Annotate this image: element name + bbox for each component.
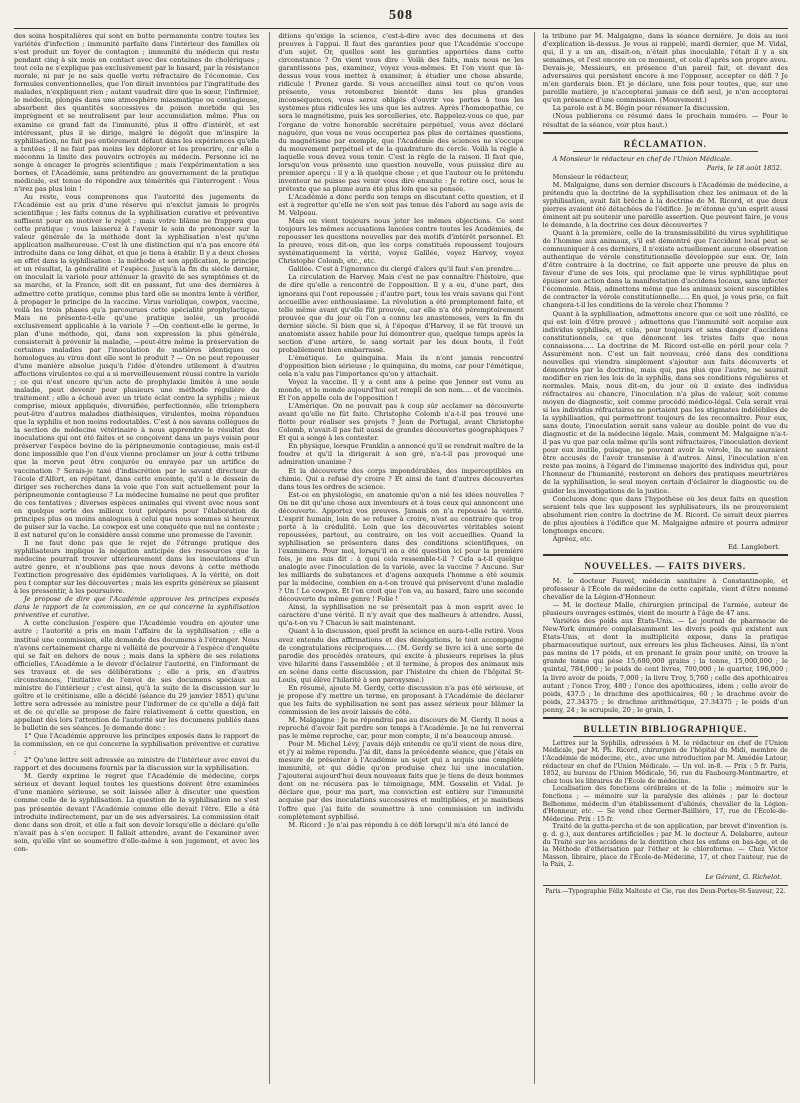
paragraph: Pour M. Michel Lévy, j'avais déjà entendu ce qu'il vient de nous dire, et j'y ai même répondu. J'ai dit, dans la précédente séance, que j'étais en mesure de présenter à l'Académie un sujet qui a acquis une complète immunité, et qui dédie qu'on produise chez lui une inoculation. J'ajouterai aujourd'hui deux nouveaux faits que je tiens de deux hommes dont on ne récusera pas le témoignage, MM. Gosselin et Vidal. Je déclare que, pour ma part, ma conviction est entière sur l'immunité acquise par des inoculations successives et multipliées, et je maintiens l'offre que j'ai faite de soumettre à une commission un individu complètement syphilisé. [278, 740, 524, 821]
paragraph: des soins hospitalières qui sont en butte permanente contre toutes les variétés d'infection ; immunité parfaite dans l'intérieur des familles où s'est produit un foyer de contagion ; immunité du médecin qui reste pendant cinq à six mois en contact avec des centaines de cholériques ; tout cela ne s'explique pas exclusivement par le hasard, par la résistance morale, ni par je ne sais quelle vertu réfractaire de l'économie. Ces formules conventionnelles, que l'on dirait inventées par l'ingratitude des malades, n'expliquent rien ; autant vaudrait dire que la sœur, l'infirmier, le médecin, plongés dans une atmosphère miasmatique ou contagieuse, absorbent des quantités successives de poison morbide qui les imprègnent et se neutralisent par leur accumulation même. Plus on examine ce grand fait de l'immunité, plus il offre d'intérêt, et est intéressant, plus il se dirige, malgré le dégoût que m'inspire la syphilisation, ne fait pas entièrement défaut dans les expériences qu'elle a tentées ; il ne faut pas moins les déplorer et les proscrire, car elle a méconnu la limite des pouvoirs octroyés au médecin. Personne ici ne songe à encager le progrès scientifique ; mais l'expérimentation a ses bornes, et l'Académie, sans prétendre au gouvernement de la pratique médicale, est tenue de répondre aux témérités qui l'interrogent : Vous n'irez pas plus loin ! [14, 32, 260, 193]
section-title-reclamation: RÉCLAMATION. [623, 138, 707, 149]
paragraph: Voyez la vaccine. Il y a cent ans à peine que Jenner est venu au monde, et le monde aujourd'hui est rempli de son nom.... et de vaccinés. Et l'on appelle cela de l'opposition ! [278, 378, 524, 403]
bibliography-entry: Localisation des fonctions cérébrales et de la folie ; mémoire sur le fonctions ; — mémoire sur la paralysie des aliénés ; par le docteur Belhomme, médecin d'un établissement d'aliénés, chevalier de la Légion-d'Honneur, etc. — Se vend chez Germer-Baillière, 17, rue de l'École-de-Médecine. Prix : 15 fr. [542, 785, 788, 823]
short-rule [573, 736, 758, 737]
paragraph: A cette conclusion j'espère que l'Académie voudra en ajouter une autre ; l'autorité a pris en main l'affaire de la syphilisation ; elle a institué une commission, elle demande des documens à l'étranger. Nous n'avons certainement charge ni velléité de pourvoir à l'espèce d'enquête qui se fait en dehors de nous ; mais dans la sphère de ses relations officielles, l'Académie a le devoir d'éclairer l'autorité, en l'informant de ses travaux et de ses délibérations ; elle a pris, en d'autres circonstances, l'initiative de l'envoi de ses documens spéciaux au ministre de l'intérieur ; c'est ainsi, qu'à la suite de la discussion sur le goître et le crétinisme, elle a décidé (séance du 29 janvier 1851) qu'une lettre sera adressée au ministre pour l'informer de ce qu'elle a déjà fait et de ce qu'elle se propose de faire relativement à cette question, en appelant dès lors l'attention de l'autorité sur les documens publiés dans le bulletin de ses séances. Je demande donc : [14, 619, 260, 733]
paragraph: Quant à la syphilisation, admettons encore que ce soit une réalité, ce qui est loin d'être prouvé ; admettons que l'immunité soit acquise aux individus syphilisés, et cela, pour toujours et sans danger d'accidens constitutionnels, ce que dénoncent les tristes faits que nous connaissons..... La doctrine de M. Ricord est-elle en péril pour cela ? Assurément non. C'est un fait nouveau, créé dans des conditions nouvelles qui viendra simplement s'ajouter aux faits découverts et démontrés par la doctrine, mais qui, pas plus que l'autre, ne saurait modifier en rien les lois de la syphilis, dans ses conditions régulières et normales. Mais, nous dit-on, du jour où il existe des individus réfractaires au chancre, l'inoculation n'a plus de valeur, soit comme moyen de diagnostic, soit comme procédé médico-légal. Cela serait vrai si les individus réfractaires ne portaient pas les stigmates indélébiles de la syphilisation, qui permettront toujours de les reconnaître. Pour eux, sans doute, l'inoculation serait sans valeur au double point de vue du diagnostic et de la médecine légale. Mais, comment M. Malgaigne n'a-t-il pas vu que par cela même qu'ils sont réfractaires, l'inoculation devient pour eux inutile, puisque, ne pouvant avoir la vérole, ils ne sauraient être accusés de l'avoir transmise à d'autres. Ainsi, l'inoculation n'en reste pas moins, à l'égard de l'immense majorité des individus qui, pour l'honneur de l'humanité, resteront en dehors des pratiques meurtrières de la syphilisation, le seul moyen certain d'éclairer le diagnostic ou de guider les investigations de la justice. [542, 309, 788, 495]
paragraph: Quant à la première, celle de la transmissibilité du virus syphilitique de l'homme aux animaux, s'il est démontré que l'accident local peut se communiquer à ces derniers, il n'existe actuellement aucune observation authentique de vérole constitutionnelle développée sur eux. Or, loin d'être contraire à la doctrine, ce fait apporte une preuve de plus en faveur d'une de ses lois, qui proclame que le virus syphilitique peut épuiser son action dans la manifestation d'accidens locaux, sans infecter l'économie. Mais, admettons même que les animaux soient susceptibles de contracter la vérole constitutionnelle..... En quoi, je vous prie, ce fait changera-t-il les conditions de la vérole chez l'homme ? [542, 229, 788, 310]
short-rule [573, 151, 758, 152]
letter-greeting: Monsieur le rédacteur, [552, 172, 629, 181]
paragraph: La circulation de Harvey. Mais c'est ne pas connaître l'histoire, que de dire qu'elle a rencontré de l'opposition. Il y a eu, d'une part, des ignorans qui l'ont repoussée ; d'autre part, tous les vrais savans qui l'ont accueillie avec enthousiasme. La révolution a été promptement faite, et telle même avant qu'elle fût prouvée, car elle n'a été péremptoirement prouvée que du jour où l'on a connu les anastomoses, vers la fin du dernier siècle. Si bien que si, à l'époque d'Harvey, il se fût trouvé un anatomiste assez habile pour lui démontrer que, quelque temps après la section d'une artère, le sang sortait par les deux bouts, il l'eût probablement bien embarrassé. [278, 273, 524, 354]
paragraph: — M. le docteur Malle, chirurgien principal de l'armée, auteur de plusieurs ouvrages estimés, vient de mourir à l'âge de 47 ans. [542, 601, 788, 618]
paragraph: M. le docteur Fauvel, médecin sanitaire à Constantinople, et professeur à l'École de médecine de cette capitale, vient d'être nommé chevalier de la Légion-d'Honneur. [542, 576, 788, 602]
paragraph: Et la découverte des corps impondérables, des imperceptibles en chimie. Qui a refusé d'y croire ? Et ainsi de tant d'autres découvertes dans tous les ordres de science. [278, 466, 524, 491]
paragraph: L'émétique. Le quinquina. Mais ils n'ont jamais rencontré d'opposition bien sérieuse ; le quinquina, du moins, car pour l'émétique, cela n'a valu pas l'importance qu'on y attachait. [278, 353, 524, 378]
paragraph: Je propose de dire que l'Académie approuve les principes exposés dans le rapport de la commission, en ce qui concerne la syphilisation préventive et curative. [14, 595, 260, 620]
paragraph: M. Ricord : Je n'ai pas répondu à ce défi lorsqu'il m'a été lancé de [288, 820, 509, 829]
printer-imprint: Paris.—Typographie Félix Malteste et Cie, rue des Deux-Portes-St-Sauveur, 22. [543, 885, 788, 896]
section-rule [543, 554, 788, 558]
paragraph: Est-ce en physiologie, en anatomie qu'on a nié les idées nouvelles ? On ne dit qu'une chose aux inventeurs et à tous ceux qui annoncent une découverte. Apportez vos preuves. Jamais on n'a repoussé la vérité. L'esprit humain, loin de se refuser à croire, n'est au contraire que trop porté à la crédulité. Loin que les découvertes véritables soient repoussées, partout, au contraire, on les voit accueillies. Quand la syphilisation se présentera dans des conditions scientifiques, on l'examinera. Pour moi, lorsqu'il en a été question ici pour la première fois, je me suis dit : à quoi cela ressemble-t-il ? Cela a-t-il quelque analogie avec l'inoculation de la variole, avec la vaccine ? Aucune. Sur les milliards de substances et d'agens auxquels l'homme a été soumis par la médecine, combien en a-t-on trouvé qui préservent d'une maladie ? Un ! Le cowpox. Et l'on croit que l'on va, au hasard, faire une seconde découverte du même genre ! Folie ! [278, 490, 524, 604]
paragraph: la tribune par M. Malgaigne, dans la séance dernière. Je dois au moi d'explication là-dessus. Je vous ai rappelé, mardi dernier, que M. Vidal, qui, il y a un an, disait-on, n'était plus inoculable, l'était il y a six semaines, et l'est encore en ce moment, et cela d'après son propre aveu. Devais-je, Messieurs, en présence d'un pareil fait, et devant des adversaires qui persistent encore à me l'opposer, accepter ce défi ? Je m'en garderais bien. Et je déclare, une fois pour toutes, que, sur une pareille matière, je n'accepterai jamais ce défi seul, je n'en accepterai qu'en présence d'une commission. (Mouvement.) [542, 32, 788, 105]
header-rule [14, 28, 788, 29]
proposal-item: 1° Que l'Académie approuve les principes exposés dans le rapport de la commission, en ce qui concerne la syphilisation préventive et curative ; [14, 732, 260, 757]
section-title-bibliographie: BULLETIN BIBLIOGRAPHIQUE. [583, 723, 748, 734]
bibliography-entry: Traité de la gutta-percha et de son application, par brevet d'invention (s. g. d. g.), aux dentures artificielles ; par M. le docteur A. Delabarre, auteur du Traité sur les accidens de la dentition chez les enfans en bas-âge, et de la Méthode d'éthérisation par l'éther et le chloroforme. — Chez Victor Masson, libraire, place de l'École-de-Médecine, 17, et chez l'auteur, rue de la Paix, 2. [542, 823, 788, 869]
paragraph: Il ne faut donc pas que le rejet de l'étrange pratique des syphilisateurs implique la négation anticipée des ressources que la médecine pourrait trouver ultérieurement dans les inoculations d'un autre genre, et n'oublions pas que nous devons à cette méthode l'extinction progressive des épidémies varioliques. A la vérité, on doit peu t compter sur les découvertes ; mais les esprits généreux se plaisent à les pressentir, à les poursuivre. [14, 538, 260, 596]
paragraph: La parole est à M. Bégin pour résumer la discussion. [552, 104, 730, 113]
bibliography-entry: Lettres sur la Syphilis, adressées à M. le rédacteur en chef de l'Union Médicale, par M. Ph. Ricord, chirurgien de l'hôpital du Midi, membre de l'Académie de médecine, etc., avec une introduction par M. Amédée Latour, rédacteur en chef de l'Union Médicale. — Un vol. in-8. — Prix : 5 fr. Paris, 1852, au bureau de l'Union Médicale, 56, rue du Faubourg-Montmartre, et chez tous les libraires de l'École de médecine. [542, 739, 788, 785]
paragraph: Galilée. C'est à l'ignorance du clergé d'alors qu'il faut s'en prendre.... [288, 265, 522, 274]
letter-date: Paris, le 18 août 1852. [706, 163, 782, 172]
paragraph: Ainsi, la syphilisation ne se présentait pas à mon esprit avec le caractère d'une vérité. Il n'y avait que des malheurs à attendre. Aussi, qu'a-t-on vu ? Chacun le sait maintenant. [278, 603, 524, 628]
paragraph: Au reste, vous comprenons que l'autorité des jugements de l'Académie est au prix d'une réserve qui n'exclut jamais le progrès scientifique ; les faits connus de la syphilisation curative et préventive suffisent pour en motiver le rejet ; mais votre blâme ne frappera que cette pratique ; vous laisserez à l'avenir le soin de prononcer sur la valeur générale de la méthode dont la syphilisation n'est qu'une application malheureuse. C'est là une distinction qui n'a pas encore été introduite dans ce long débat, et que je tiens à établir. Il y a deux choses en effet dans la syphilisation : la méthode et son application, le principe et un résultat, la généralité et l'espèce. Jusqu'à la fin du siècle dernier, on inoculait la variole pour atténuer la gravité de ses symptômes et de sa marche, et la France, soit dit en passant, fut une des dernières à admettre cette pratique, comme plus tard elle se montra lente à vérifier, à propager le principe de la vaccine. Virus variolique, cowpox, vaccine, voilà les trois phases qu'a parcourues cette spécialité prophylactique. Mais ne présente-t-elle qu'une pratique isolée, un procédé exclusivement applicable à la variole ? —On contient-elle le germe, le plan d'une méthode, qui, dans son expression la plus générale, consisterait à prévenir la maladie, —peut-être même la préservation de certaines maladies par l'inoculation de matières identiques ou homologues au virus dont elle sont le produit ? — On ne peut repousser d'une manière absolue jusqu'à l'idée d'étendre utilement à d'autres affections virulentes ce qui a si merveilleusement réussi contre la variole ; ce qui n'est encore qu'un acte de prophylaxie limitée à une seule maladie, peut devenir pour plusieurs une méthode régulière de traitement ; elle a échoué avec un triste éclat contre la syphilis ; mieux comprise, mieux appliquée, diversifiée, perfectionnée, elle triomphera peut-être d'autres maladies diathésiques, virulentes, moins répandues que la syphilis et non moins redoutables. C'est à nos savans collègues de la section de médecine vétérinaire à nous apprendre le résultat des inoculations qui ont été faites et se conçoivent dans un pays voisin pour préserver l'espèce bovine de la péripneumonie contagieuse, mais est-il donc impossible que l'on d'eux vienne proclamer un jour à cette tribune que la morve peut être conjurée ou enrayée par un artifice de vaccination ? Serais-je taxé d'indiscrétion par le savant directeur de l'école d'Alfort, en répétant, dans cette enceinte, qu'il a le dessein de diriger ses recherches dans la voie que l'on suit actuellement pour la péripneumonie contagieuse ? La médecine humaine ne peut que profiter de ces tentatives ; diverses espèces animales qui vivent avec nous sont en quelque sorte des milieux tout préparés pour l'élaboration de principes plus ou moins analogues à celui que nous sommes si heureux de puiser sur la vache. Le cowpox est une conquête que nul ne conteste ; il est naturel qu'on le considère aussi comme une promesse de l'avenir. [14, 192, 260, 539]
paragraph: Mais on vient toujours nous jeter les mêmes objections. Ce sont toujours les mêmes accusations lancées contre toutes les Académies, de repousser les questions nouvelles par des motifs d'intérêt personnel. Et la preuve, vous dit-on, que les corps constitués repoussent toujours systématiquement la vérité, voyez Galilée, voyez Harvey, voyez Christophe Colomb, etc., etc. [278, 217, 524, 266]
short-rule [573, 573, 758, 574]
letter-signature: Ed. Langlebert. [727, 542, 780, 551]
page-number: 508 [389, 8, 413, 23]
paragraph: En résumé, ajoute M. Gerdy, cette discussion n'a pas été sérieuse, et je propose d'y mettre un terme, en proposant à l'Académie de déclarer que les faits de syphilisation ne sont pas assez sérieux pour blâmer la commission de les avoir laissés de côté. [278, 683, 524, 716]
paragraph: L'Amérique. On ne pouvait pas à coup sûr acclamer sa découverte avant qu'elle ne fût faite. Christophe Colomb n'a-t-il pas trouvé une flotte pour réaliser ses projets ? Jean de Portugal, avant Christophe Colomb, n'avait-il pas fait aussi de grandes découvertes géographiques ? Et qui a songé à les contester. [278, 402, 524, 443]
paragraph: Variétés des poids aux États-Unis. — Le journal de pharmacie de New-York énumère complaisamment les divers poids qui existent aux États-Unis, et dont la multiplicité expose, dans la pratique pharmaceutique surtout, aux erreurs les plus fâcheuses. Ainsi, ils n'ont pas moins de 17 poids, et en prenant le grain pour unité, on trouve la grande tonne qui pèse 15,680,000 grains ; la tonne, 15,000,000 ; le quintal, 784,000 ; le poids de cent livres, 700,000 ; le quarter, 196,000 ; la livre avoir de poids, 7,000 ; la livre Troy, 5,760 ; celle des apothicaires autant ; l'once Troy, 480 ; l'once des apothicaires, idem ; celle avoir de poids, 437.5 ; le drachme des apothicaires, 60 ; le drachme avoir de poids, 27.34375 ; le drachme arithmétique, 27.34375 ; le poids d'un penny, 24 ; le scrupule, 20 ; le grain, 1. [542, 617, 788, 714]
paragraph: M. Malgaigne : Je ne répondrai pas au discours de M. Gerdy. Il nous a reproché d'avoir fait perdre son temps à l'Académie. Je ne lui renverrai pas le même reproche, car, pour mon compte, il m'a beaucoup amusé. [278, 715, 524, 741]
proposal-item: 2° Qu'une lettre soit adressée au ministre de l'intérieur avec envoi du rapport et des documens fournis par la discussion sur la syphilisation. [14, 756, 260, 773]
section-rule [543, 717, 788, 721]
paragraph: Concluons donc que dans l'hypothèse où les deux faits en question seraient tels que les supposent les syphilisateurs, ils ne prouveraient absolument rien contre la doctrine de M. Ricord. Ce serait deux pierres de plus ajoutées à l'édifice que M. Malgaigne admire et pourra admirer longtemps encore. [542, 494, 788, 535]
paragraph: En physique, lorsque Franklin a annoncé qu'il se rendrait maître de la foudre et qu'il la dirigerait à son gré, n'a-t-il pas provoqué une admiration unanime ? [278, 442, 524, 467]
gerant-signature: Le Gérant, G. Richelot. [705, 872, 782, 881]
column-right [534, 32, 788, 1084]
letter-address: A Monsieur le rédacteur en chef de l'Union Médicale. [552, 154, 733, 163]
column-left [14, 32, 259, 1084]
section-title-nouvelles: NOUVELLES. — FAITS DIVERS. [584, 560, 747, 571]
section-rule [543, 132, 788, 136]
paragraph: M. Malgaigne, dans son dernier discours à l'Académie de médecine, a prétendu que la doctrine de la syphilisation chez les animaux et de la syphilisation, avait fait brèche à la doctrine de M. Ricord, et que deux pierres avaient été détachées de l'édifice. Je m'étonne qu'un esprit aussi éminent ait pu soutenir une pareille assertion. Que peuvent faire, je vous le demande, à la doctrine ces deux découvertes ? [542, 180, 788, 229]
paragraph: ditions qu'exige la science, c'est-à-dire avec des documens et des preuves à l'appui. Il faut des garanties pour que l'Académie s'occupe d'un sujet. Or, quelles sont les garanties apportées dans cette circonstance ? On vient vous dire : Voilà des faits, mais nous ne les garantissons pas, examinez, voyez vous-mêmes. Et l'on vient que là-dessus vous vous mettez à examiner, à étudier une chose absurde, ridicule ! Prenez garde. Si vous accueillez ainsi tout ce qu'on vous présente, vous retomberez bientôt dans les plus grandes inconséquences, vous serez obligés d'ouvrir vos portes à tous les systèmes plus ridicules les uns que les autres. Après l'homœopathie, ce sera le magnétisme, puis les sorcelleries, etc. Rappelez-vous ce que, par l'organe de votre honorable secrétaire perpétuel, vous avez déclaré naguère, que vous ne vous occuperiez pas plus de certaines questions, du magnétisme par exemple, que l'Académie des sciences ne s'occupe du mouvement perpétuel et de la quadrature du cercle. Voilà la règle à laquelle vous devez vous tenir. C'est la règle de la raison. Il faut que, lorsqu'on vous présente une question nouvelle, vous puissiez dire au premier aperçu : il y a là quelque chose ; et que l'auteur ou le prétendu inventeur ne puisse pas venir vous dire ensuite : Je retire ceci, sous le prétexte que sa plume aura été plus loin que sa pensée. [278, 32, 524, 193]
column-middle [269, 32, 523, 1084]
paragraph: M. Gerdy exprime le regret que l'Académie de médecine, corps sérieux et devant lequel toutes les questions doivent être examinées d'une manière sérieuse, se soit laissée aller à discuter une question comme celle de la syphilisation. La question de la syphilisation ne s'est pas présentée devant l'Académie comme elle devait l'être. Elle a été introduite indirectement, par un de ses adversaires. La commission était donc dans son droit, et elle a fait son devoir lorsqu'elle a déclaré qu'elle n'avait pas à s'en occuper. Il fallait attendre, avant de l'examiner avec soin, qu'elle vînt se soumettre d'elle-même à son jugement, et avec les con- [14, 772, 260, 853]
columns [14, 32, 788, 1084]
paragraph: (Nous publierons ce résumé dans le prochain numéro. — Pour le résultat de la séance, voir plus haut.) [542, 112, 788, 129]
bibliography-list [543, 740, 788, 869]
paragraph: L'Académie a donc perdu son temps en discutant cette question, et il est à regretter qu'elle ne s'en soit pas tenue dès l'abord au sage avis de M. Velpeau. [278, 192, 524, 218]
paragraph: Agréez, etc. [552, 534, 593, 543]
paragraph: Quant à la discussion, quel profit la science en aura-t-elle retiré. Vous avez entendu des affirmations et des dénégations, le tout accompagné de congratulations réciproques..... (M. Gerdy se livre ici à une sorte de parodie des procédés orateurs, qui excite à plusieurs reprises la plus vive hilarité dans l'assemblée ; et il termine, à propos des animaux mis en scène dans cette discussion, par l'histoire du chien de l'hôpital St-Louis, qui élève l'hilarité à son paroxysme.) [278, 627, 524, 684]
